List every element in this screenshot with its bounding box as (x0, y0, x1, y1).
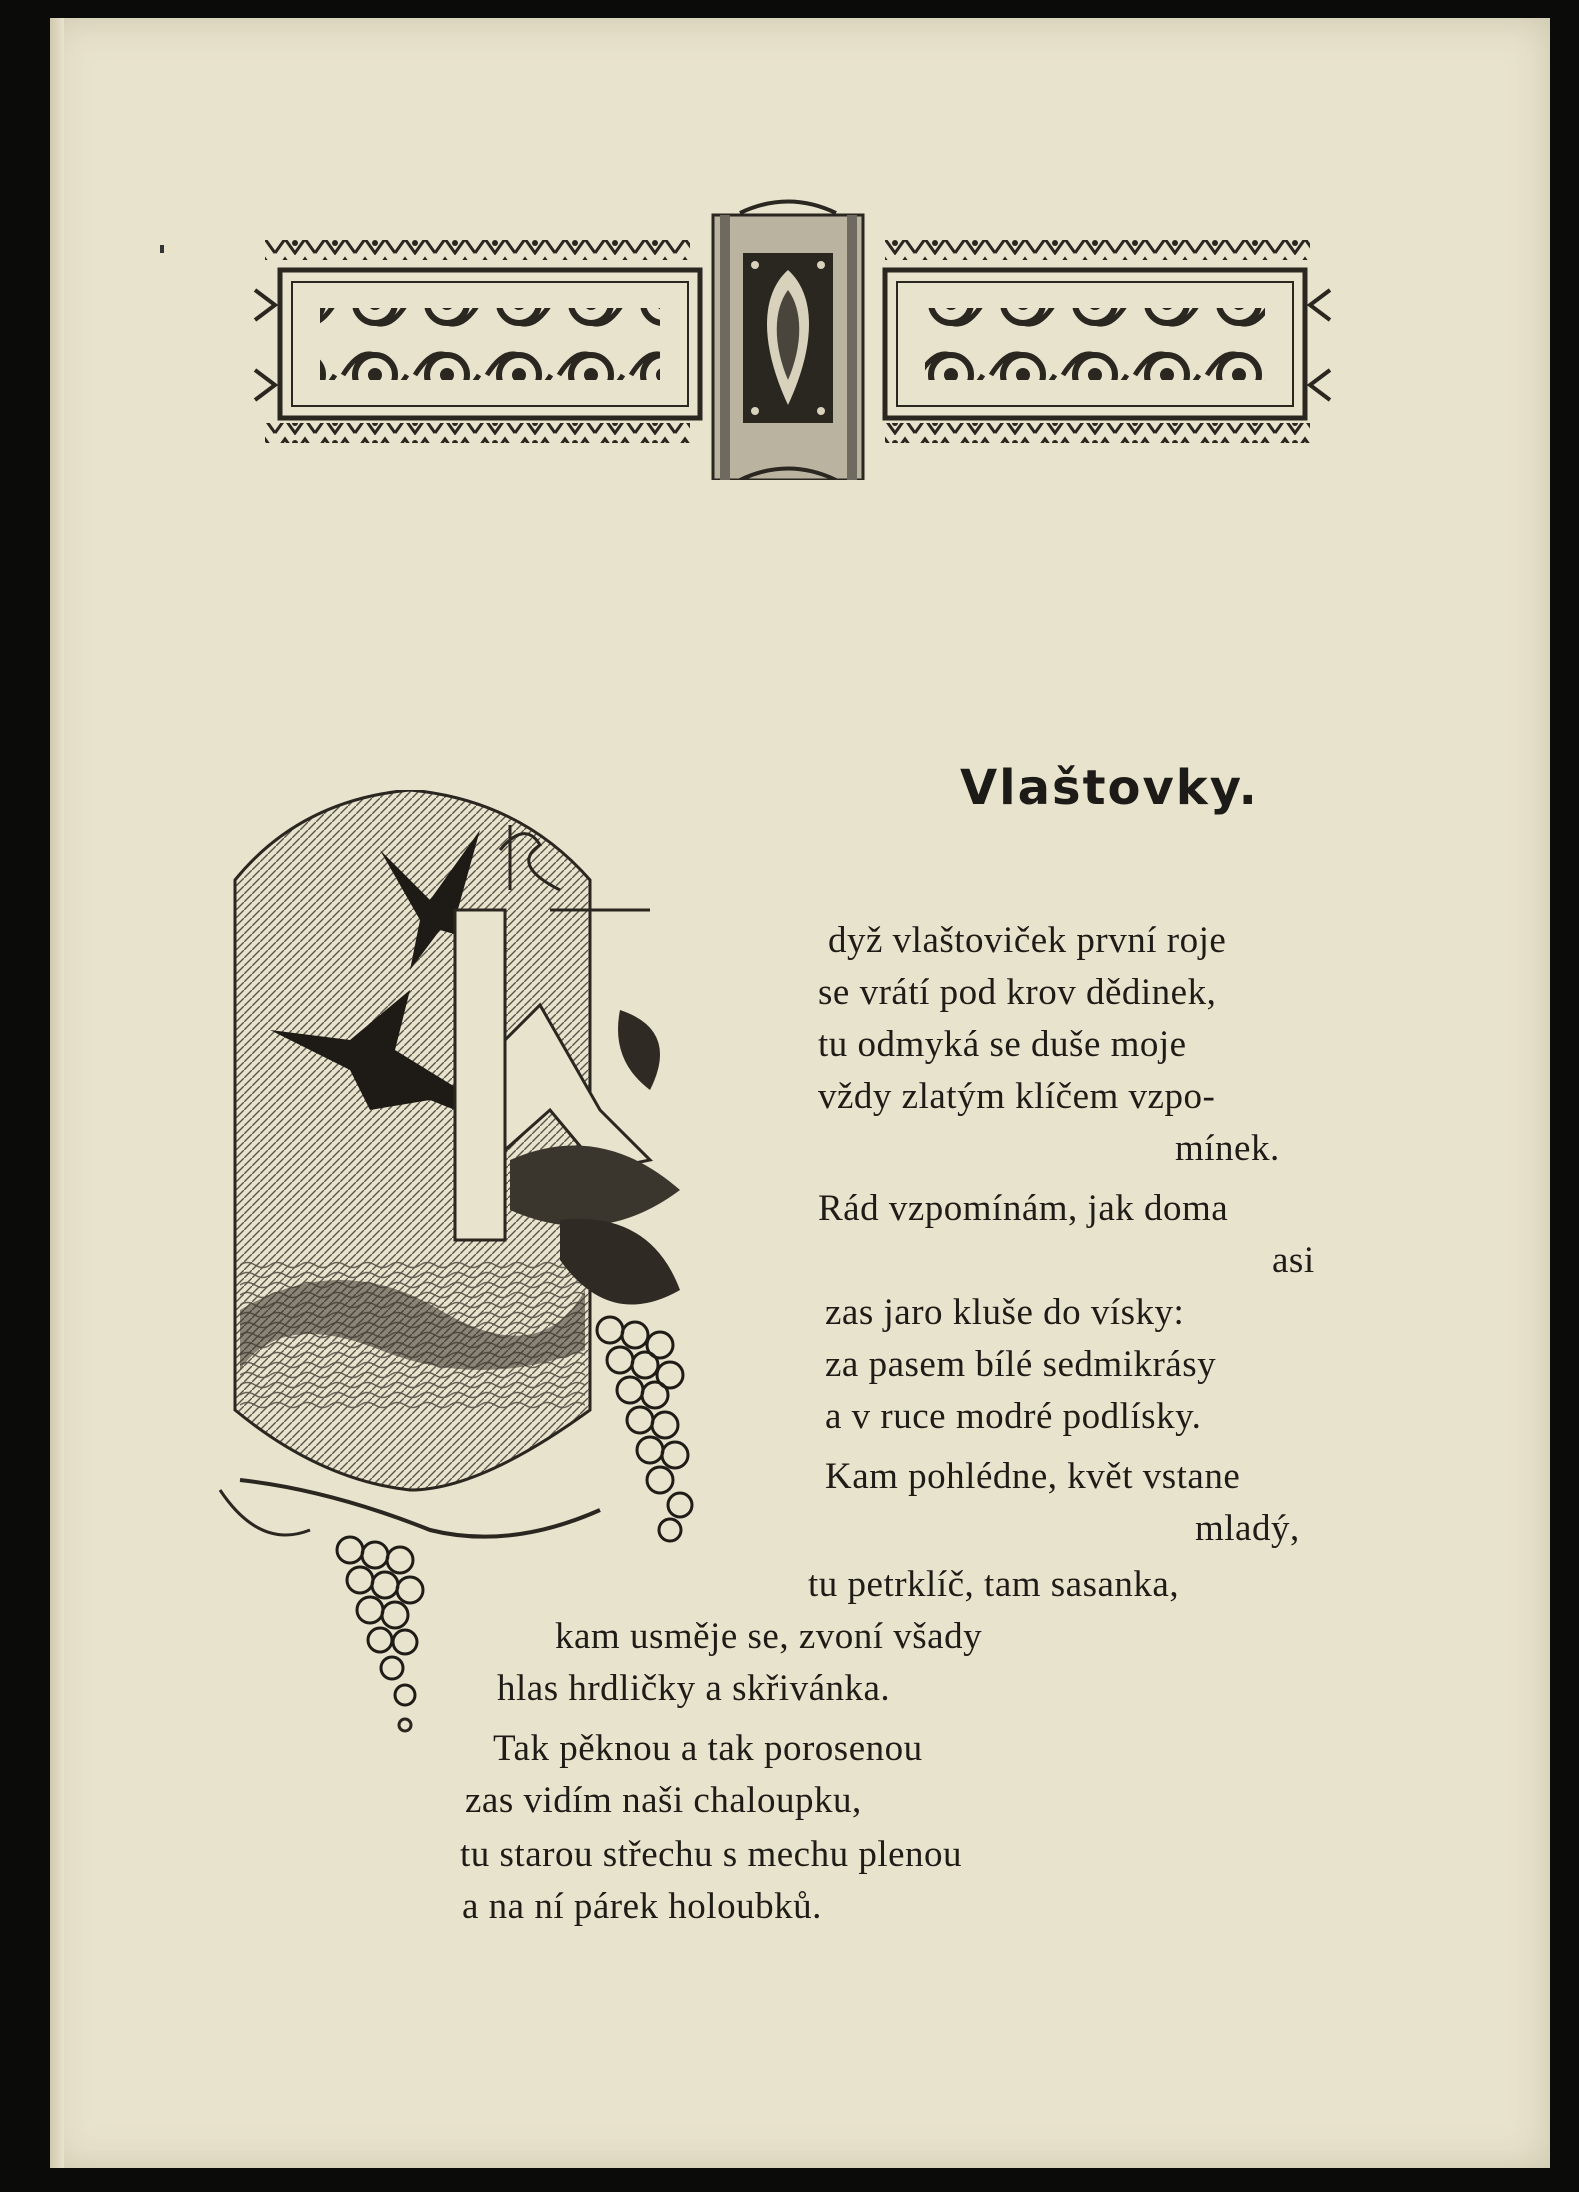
poem-line: vždy zlatým klíčem vzpo- (818, 1076, 1216, 1117)
poem-line: mínek. (1175, 1128, 1280, 1169)
poem-line: a v ruce modré podlísky. (825, 1396, 1202, 1437)
poem-title: Vlaštovky. (960, 760, 1259, 816)
poem-line: Kam pohlédne, květ vstane (825, 1456, 1241, 1497)
poem-line: zas vidím naši chaloupku, (465, 1780, 862, 1821)
poem-line: Tak pěknou a tak porosenou (493, 1728, 923, 1769)
poem-line: asi (1272, 1240, 1315, 1281)
poem-line: se vrátí pod krov dědinek, (818, 972, 1217, 1013)
poem-line: tu petrklíč, tam sasanka, (808, 1564, 1180, 1605)
poem-line: mladý, (1195, 1508, 1300, 1549)
poem-line: tu starou střechu s mechu plenou (460, 1834, 963, 1875)
poem-line: Rád vzpomínám, jak doma (818, 1188, 1229, 1229)
poem-line: tu odmyká se duše moje (818, 1024, 1187, 1065)
poem-line: zas jaro kluše do vísky: (825, 1292, 1185, 1333)
poem-line: kam usměje se, zvoní všady (555, 1616, 983, 1657)
poem-line: a na ní párek holoubků. (462, 1886, 822, 1927)
poem-line: za pasem bílé sedmikrásy (825, 1344, 1217, 1385)
poem-line: hlas hrdličky a skřivánka. (497, 1668, 891, 1709)
poem-line: dyž vlaštoviček první roje (828, 920, 1227, 961)
